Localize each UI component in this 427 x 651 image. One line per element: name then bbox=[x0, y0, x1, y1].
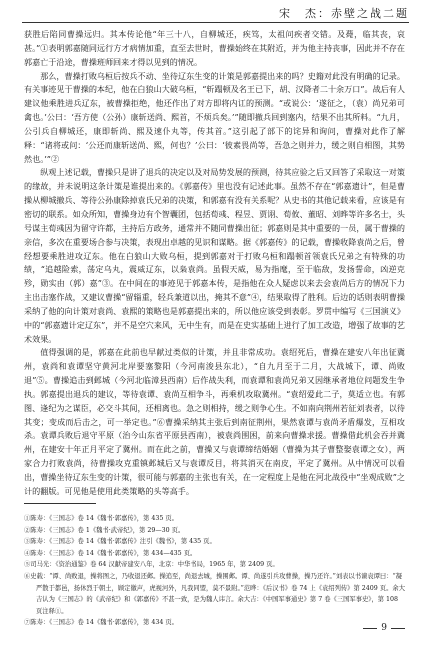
footnote: ⑦陈寿：《三国志》卷 14《魏书·郭嘉传》，第 434 页。 bbox=[24, 619, 178, 627]
footnote: ④陈寿：《三国志》卷 14《魏书·郭嘉传》，第 434—435 页。 bbox=[24, 549, 197, 557]
paragraph: 值得强调的是，郭嘉在此前也早献过类似的计策，并且非常成功。袁绍死后，曹操在建安八年出征冀州，袁尚和袁谭坚守黄河北岸要塞黎阳（今河南浚县东北），“自九月至于二月，大战城下，谭、尚败退”⑤。曹操追击到邺城（今河北临漳县西南）后作战失利，而袁谭和袁尚兄弟又因继承者地位问题发生争执。郭嘉提出退兵的建议，等待袁谭、袁尚互相争斗，再乘机攻取冀州。“袁绍爱此二子，莫适立也。有郭图、逢纪为之谋臣，必交斗其间，还相离也。急之则相持，缓之则争心生。不如南向荆州若征刘表者，以待其变；变成而后击之，可一举定也。”⑥曹操采纳其主张后到南征荆州，果然袁谭与袁尚矛盾爆发，互相攻杀。袁谭兵败后退守平原（治今山东省平原县西南），被袁尚围困，前来向曹操求援。曹操借此机会吞并冀州，在建安十年正月平定了冀州。而在此之前，曹操又与袁谭缔结婚姻（曹操为其子曹整娶袁谭之女），两家合力打败袁尚，待曹操攻克重镇邺城后又与袁谭反目，将其消灭在南皮，平定了冀州。从中情况可以看出，曹操坐待辽东生变的计策，很可能与郭嘉的主张也有关，在一定程度上是他在河北战役中“坐观成败”之计的翻版。可见他是使用此类策略的头等高手。 bbox=[24, 347, 405, 496]
page-dash-left bbox=[363, 628, 377, 629]
running-header bbox=[22, 4, 409, 23]
main-text bbox=[24, 28, 405, 499]
footnote: ②陈寿：《三国志》卷 1《魏书·武帝纪》，第 29—30 页。 bbox=[24, 526, 185, 534]
footnote: ⑥史载：“谭、尚败退，操将图之，乃收退还邺。操追至，尚退去城，操围邺。谭、尚遂引兵攻曹操，操乃还许。”刘表以书谏袁谭曰：“凝严散于都邑，扬休烈于朝土，顾定徽声，虎视河外，凡我同盟，莫不景附。”范晔：《后汉书》卷 74 上《袁绍列传》第 2409 页。余大吉认为《三国志》的《武帝纪》和《郭嘉传》不甚一致，是为魏人讳言。余大吉：《中国军事通史》第 7 卷《三国军事史》，第 108 页注释①。 bbox=[24, 572, 405, 615]
running-title: 宋 杰：赤壁之战二题 bbox=[279, 7, 409, 20]
page-number-block bbox=[363, 623, 405, 633]
page-number: 9 bbox=[381, 623, 387, 633]
footnote: ①陈寿：《三国志》卷 14《魏书·郭嘉传》，第 435 页。 bbox=[24, 515, 178, 522]
footnotes bbox=[24, 513, 405, 629]
footnote: ⑤司马光：《资治通鉴》卷 64 汉献帝建安八年，北京：中华书局，1965 年，第 2409 页。 bbox=[24, 561, 279, 569]
footnote: ③陈寿：《三国志》卷 14《魏书·郭嘉传》注引《魏书》，第 435 页。 bbox=[24, 538, 216, 546]
paragraph: 那么，曹操打败乌桓后按兵不动、坐待辽东生变的计策是郭嘉提出来的吗？史籍对此没有明确的记录。有关事迹见于曹操的本纪，他在白狼山大破乌桓，“斩蹋顿及名王已下，胡、汉降者二十余万口”。战后有人建议他乘胜进兵辽东，被曹操拒绝，他还作出了对方即将内讧的预测。“或说公：‘遂征之，（袁）尚兄弟可禽也。’公曰：‘吾方使（公孙）康斩送尚、熙首，不烦兵矣。’”随即撤兵回到塞内，结果不出其所料。“九月，公引兵自柳城还，康即斩尚、熙及速仆丸等，传其首。”这引起了部下的诧异和询问，曹操对此作了解释：“诸将或问：‘公还而康斩送尚、熙，何也？’公曰：‘彼素畏尚等，吾急之则并力，缓之则自相图，其势然也。’”② bbox=[24, 70, 405, 164]
paragraph: 获胜后陷同曹操远归。其本传论他“年三十八，自柳城还，疾笃，太祖问疾者交错。及薨，临其丧，哀甚。”①表明郭嘉随同远行方才病情加重，直至去世时，曹操始终在其附近，并为他主持丧事，因此并不存在郭嘉亡于沿途，曹操班师回来才得以见到的情况。 bbox=[24, 29, 405, 67]
paragraph: 纵观上述记载，曹操只是讲了退兵的决定以及对局势发展的预测，待其应验之后又回答了采取这一对策的缘故，并未说明这条计策是谁提出来的。《郭嘉传》里也没有记述此事。虽然不存在“郭嘉遗计”，但是曹操从柳城撤兵、等待公孙康除掉袁氏兄弟的决策，和郭嘉有没有关系呢？从史书的其他记载来看，应该是有密切的联系。如众所知，曹操身边有个智囊团，包括荀彧、程昱、贾诩、荀攸、董昭、刘晔等许多名士，头号谋主荀彧因为留守许都，主持后方政务，通常并不随同曹操出征；郭嘉则是其中重要的一员，属于曹操的亲信，多次在重要场合参与决策，表现出卓越的见识和谋略。据《郭嘉传》的记载，曹操收降袁尚之后，曾经想要乘胜进攻辽东。他在白狼山大败乌桓，提到郭嘉对于打败乌桓和蹋顿首领袁氏兄弟之有特殊的功绩，“追越险索，荡定乌丸，震威辽东，以枭袁尚。虽假天威，易为指麾，至于临敌，发扬誓命，凶逆克殄，勋实由（郭）嘉”③。在中间在的事迹见于郭嘉本传，是指他在众人疑虑以来去会袁尚后方的情况下力主出击塞作战，又建议曹操“留辎重，轻兵兼道以出，掩其不意”④，结果取得了胜利。后边的话则表明曹操采纳了他的向计策对袁尚、袁熙的策略也是郭嘉提出来的，所以他应该受到表彰。罗贯中编写《三国演义》中的“郭嘉遗计定辽东”，并不是空穴来风，无中生有，而是在史实基础上进行了加工改造，增强了故事的艺术效果。 bbox=[24, 167, 405, 344]
footnote-divider bbox=[24, 503, 96, 504]
page-dash-right bbox=[391, 628, 405, 629]
